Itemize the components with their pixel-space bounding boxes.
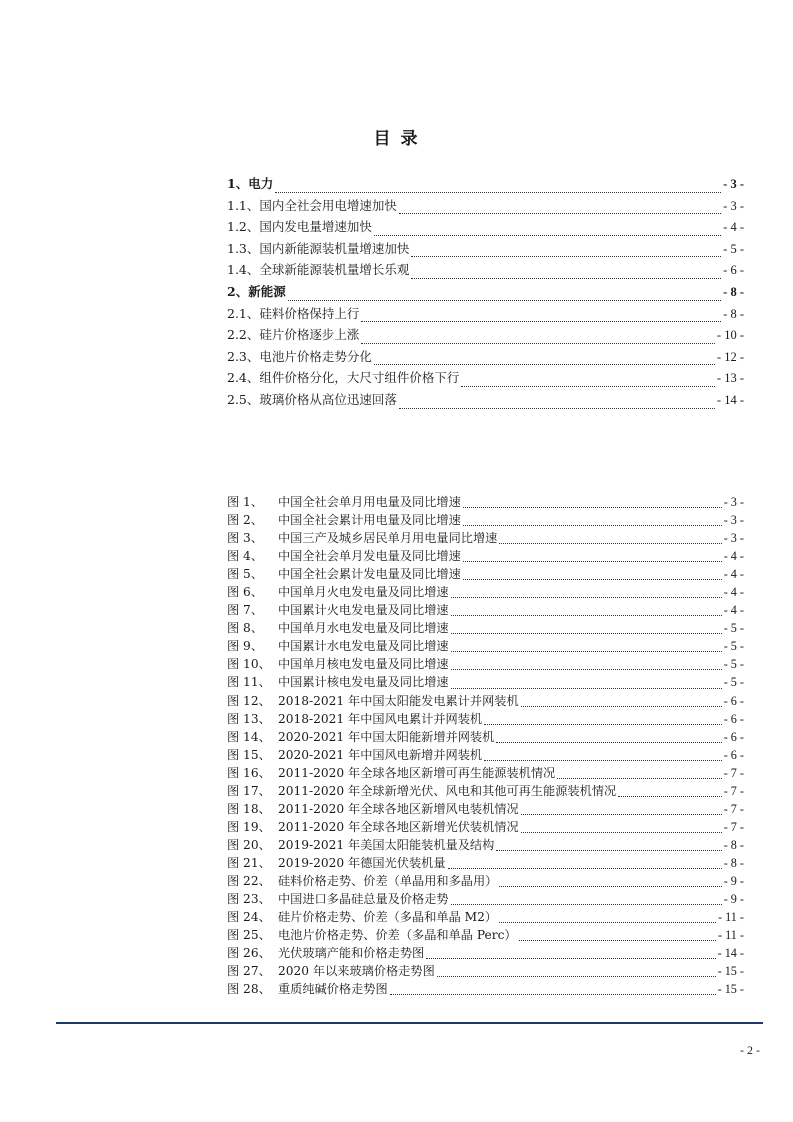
toc-entry[interactable] bbox=[227, 196, 744, 218]
section-toc bbox=[227, 174, 744, 412]
figure-entry-text bbox=[227, 655, 449, 672]
figure-caption: 2011-2020 年全球各地区新增光伏装机情况 bbox=[278, 819, 519, 834]
figure-caption: 中国三产及城乡居民单月用电量同比增速 bbox=[278, 531, 498, 546]
dot-leader bbox=[463, 552, 722, 562]
figure-entry-text bbox=[227, 818, 519, 835]
figure-entry-page: - 6 - bbox=[723, 747, 744, 762]
figure-entry[interactable] bbox=[227, 854, 744, 872]
dot-leader bbox=[411, 247, 721, 257]
toc-entry[interactable] bbox=[227, 304, 744, 326]
figure-number: 图 2、 bbox=[227, 513, 264, 528]
figure-number: 图 21、 bbox=[227, 855, 271, 870]
dot-leader bbox=[437, 967, 716, 977]
dot-leader bbox=[451, 588, 722, 598]
dot-leader bbox=[448, 859, 722, 869]
dot-leader bbox=[463, 516, 722, 526]
figure-entry-page: - 6 - bbox=[723, 693, 744, 708]
dot-leader bbox=[496, 733, 721, 743]
dot-leader bbox=[484, 715, 722, 725]
figure-entry-text bbox=[227, 836, 494, 853]
toc-entry[interactable] bbox=[227, 260, 744, 282]
figure-entry[interactable] bbox=[227, 800, 744, 818]
toc-entry-label: 2.2、硅片价格逐步上涨 bbox=[227, 327, 360, 343]
figure-caption: 中国全社会累计用电量及同比增速 bbox=[278, 513, 461, 528]
figure-entry-page: - 5 - bbox=[723, 639, 744, 654]
figure-caption: 中国全社会单月发电量及同比增速 bbox=[278, 549, 461, 564]
figure-caption: 中国进口多晶硅总量及价格走势 bbox=[278, 892, 449, 907]
dot-leader bbox=[411, 269, 721, 279]
figure-number: 图 17、 bbox=[227, 783, 271, 798]
figure-entry-text bbox=[227, 692, 519, 709]
figure-entry[interactable] bbox=[227, 619, 744, 637]
toc-entry-label: 1、电力 bbox=[227, 176, 274, 191]
figure-entry-page: - 6 - bbox=[723, 711, 744, 726]
toc-entry[interactable] bbox=[227, 174, 744, 196]
figure-entry-page: - 7 - bbox=[723, 783, 744, 798]
figure-entry[interactable] bbox=[227, 980, 744, 998]
figure-entry-text bbox=[227, 493, 461, 510]
dot-leader bbox=[521, 805, 722, 815]
figure-number: 图 15、 bbox=[227, 747, 271, 762]
toc-entry-page: - 8 - bbox=[723, 306, 744, 321]
figure-entry-page: - 3 - bbox=[723, 513, 744, 528]
dot-leader bbox=[521, 823, 722, 833]
figure-caption: 中国单月核电发电量及同比增速 bbox=[278, 657, 449, 672]
footer-divider bbox=[56, 1022, 763, 1024]
figure-entry[interactable] bbox=[227, 529, 744, 547]
toc-entry[interactable] bbox=[227, 325, 744, 347]
figure-entry[interactable] bbox=[227, 944, 744, 962]
figure-entry-page: - 4 - bbox=[723, 585, 744, 600]
figure-caption: 中国全社会单月用电量及同比增速 bbox=[278, 495, 461, 509]
figure-caption: 中国累计水电发电量及同比增速 bbox=[278, 639, 449, 654]
figure-entry[interactable] bbox=[227, 764, 744, 782]
dot-leader bbox=[399, 204, 721, 214]
figure-number: 图 6、 bbox=[227, 585, 264, 600]
figure-entry-page: - 11 - bbox=[718, 910, 744, 925]
toc-entry[interactable] bbox=[227, 390, 744, 412]
toc-entry-label: 2、新能源 bbox=[227, 283, 286, 299]
dot-leader bbox=[499, 534, 721, 544]
toc-entry-label: 2.3、电池片价格走势分化 bbox=[227, 348, 372, 364]
figure-entry-page: - 5 - bbox=[723, 675, 744, 690]
figure-caption: 2018-2021 年中国太阳能发电累计并网装机 bbox=[278, 693, 519, 708]
figure-entry-page: - 4 - bbox=[723, 603, 744, 618]
figure-entry-text bbox=[227, 926, 517, 943]
figure-entry-page: - 8 - bbox=[723, 837, 744, 852]
figure-entry-text bbox=[227, 908, 497, 925]
figure-number: 图 28、 bbox=[227, 982, 271, 997]
dot-leader bbox=[499, 877, 721, 887]
figure-entry-page: - 9 - bbox=[723, 873, 744, 888]
toc-entry-page: - 4 - bbox=[723, 220, 744, 235]
dot-leader bbox=[484, 751, 722, 761]
figure-entry-text bbox=[227, 565, 461, 582]
figure-entry-text bbox=[227, 601, 449, 618]
figure-entry[interactable] bbox=[227, 673, 744, 691]
figure-entry-text bbox=[227, 800, 519, 817]
figure-entry-text bbox=[227, 944, 424, 961]
dot-leader bbox=[451, 895, 722, 905]
figure-number: 图 5、 bbox=[227, 567, 264, 582]
dot-leader bbox=[557, 769, 721, 779]
figure-number: 图 23、 bbox=[227, 892, 271, 907]
figure-number: 图 8、 bbox=[227, 621, 264, 636]
figure-number: 图 26、 bbox=[227, 946, 271, 961]
figure-entry-page: - 5 - bbox=[723, 657, 744, 672]
figure-number: 图 25、 bbox=[227, 928, 271, 943]
figure-number: 图 3、 bbox=[227, 531, 264, 546]
figure-entry-text bbox=[227, 511, 461, 528]
figure-entry-text bbox=[227, 890, 449, 907]
figure-entry-page: - 7 - bbox=[723, 801, 744, 816]
figure-toc bbox=[227, 493, 744, 998]
figure-entry-page: - 14 - bbox=[717, 946, 744, 961]
dot-leader bbox=[451, 679, 722, 689]
figure-number: 图 24、 bbox=[227, 910, 271, 925]
figure-entry-page: - 7 - bbox=[723, 819, 744, 834]
figure-entry-text bbox=[227, 529, 497, 546]
dot-leader bbox=[618, 787, 722, 797]
figure-caption: 2019-2021 年美国太阳能装机量及结构 bbox=[278, 837, 495, 852]
figure-caption: 中国累计火电发电量及同比增速 bbox=[278, 603, 449, 618]
toc-entry-page: - 12 - bbox=[716, 349, 744, 364]
figure-number: 图 7、 bbox=[227, 603, 264, 618]
dot-leader bbox=[361, 334, 715, 344]
figure-entry[interactable] bbox=[227, 872, 744, 890]
figure-entry[interactable] bbox=[227, 692, 744, 710]
figure-entry-page: - 5 - bbox=[723, 621, 744, 636]
dot-leader bbox=[426, 949, 715, 959]
page-number: - 2 - bbox=[740, 1043, 760, 1057]
dot-leader bbox=[390, 985, 716, 995]
figure-entry[interactable] bbox=[227, 818, 744, 836]
figure-entry-text bbox=[227, 728, 494, 745]
figure-entry[interactable] bbox=[227, 710, 744, 728]
dot-leader bbox=[451, 606, 722, 616]
figure-entry-text bbox=[227, 637, 449, 654]
figure-entry[interactable] bbox=[227, 908, 744, 926]
figure-entry-page: - 3 - bbox=[723, 531, 744, 546]
figure-entry-text bbox=[227, 980, 388, 997]
dot-leader bbox=[374, 226, 721, 236]
toc-entry-label: 1.3、国内新能源装机量增速加快 bbox=[227, 240, 410, 256]
toc-entry-page: - 14 - bbox=[716, 392, 744, 407]
figure-entry-text bbox=[227, 764, 555, 781]
figure-entry-page: - 15 - bbox=[717, 982, 744, 997]
figure-number: 图 14、 bbox=[227, 729, 271, 744]
figure-caption: 硅片价格走势、价差（多晶和单晶 M2） bbox=[278, 910, 498, 925]
figure-number: 图 9、 bbox=[227, 639, 264, 654]
figure-entry-page: - 7 - bbox=[723, 765, 744, 780]
toc-entry-label: 2.5、玻璃价格从高位迅速回落 bbox=[227, 391, 397, 407]
figure-entry[interactable] bbox=[227, 836, 744, 854]
figure-entry[interactable] bbox=[227, 655, 744, 673]
toc-entry[interactable] bbox=[227, 217, 744, 239]
figure-entry[interactable] bbox=[227, 962, 744, 980]
figure-entry-page: - 15 - bbox=[717, 964, 744, 979]
figure-caption: 2020 年以来玻璃价格走势图 bbox=[278, 964, 435, 979]
figure-caption: 光伏玻璃产能和价格走势图 bbox=[278, 946, 425, 961]
figure-entry[interactable] bbox=[227, 637, 744, 655]
dot-leader bbox=[463, 570, 722, 580]
figure-entry-text bbox=[227, 583, 449, 600]
dot-leader bbox=[275, 183, 721, 193]
figure-caption: 中国全社会累计发电量及同比增速 bbox=[278, 567, 461, 582]
figure-entry-page: - 4 - bbox=[723, 549, 744, 564]
toc-entry-label: 1.2、国内发电量增速加快 bbox=[227, 219, 372, 235]
figure-number: 图 12、 bbox=[227, 693, 271, 708]
figure-number: 图 18、 bbox=[227, 801, 271, 816]
figure-caption: 2019-2020 年德国光伏装机量 bbox=[278, 855, 446, 870]
figure-number: 图 1、 bbox=[227, 495, 264, 509]
dot-leader bbox=[463, 498, 722, 508]
figure-entry[interactable] bbox=[227, 583, 744, 601]
figure-entry-page: - 8 - bbox=[723, 855, 744, 870]
figure-entry-text bbox=[227, 710, 482, 727]
figure-entry-text bbox=[227, 547, 461, 564]
dot-leader bbox=[499, 913, 716, 923]
figure-caption: 中国累计核电发电量及同比增速 bbox=[278, 675, 449, 690]
figure-number: 图 22、 bbox=[227, 873, 271, 888]
dot-leader bbox=[451, 660, 722, 670]
dot-leader bbox=[399, 399, 715, 409]
dot-leader bbox=[496, 841, 721, 851]
figure-entry-text bbox=[227, 872, 497, 889]
toc-entry-label: 2.4、组件价格分化，大尺寸组件价格下行 bbox=[227, 370, 460, 386]
toc-entry-page: - 5 - bbox=[723, 241, 744, 256]
figure-number: 图 11、 bbox=[227, 675, 271, 690]
figure-entry[interactable] bbox=[227, 511, 744, 529]
figure-number: 图 19、 bbox=[227, 819, 271, 834]
toc-entry-page: - 10 - bbox=[716, 328, 744, 343]
figure-entry-text bbox=[227, 619, 449, 636]
figure-number: 图 13、 bbox=[227, 711, 271, 726]
figure-caption: 电池片价格走势、价差（多晶和单晶 Perc） bbox=[278, 928, 517, 943]
figure-entry-page: - 4 - bbox=[723, 567, 744, 582]
dot-leader bbox=[521, 697, 722, 707]
figure-entry-text bbox=[227, 962, 435, 979]
figure-caption: 2011-2020 年全球各地区新增风电装机情况 bbox=[278, 801, 519, 816]
figure-caption: 中国单月火电发电量及同比增速 bbox=[278, 585, 449, 600]
figure-number: 图 10、 bbox=[227, 657, 271, 672]
figure-entry-page: - 11 - bbox=[718, 928, 744, 943]
toc-entry-label: 1.4、全球新能源装机量增长乐观 bbox=[227, 262, 410, 278]
figure-caption: 2020-2021 年中国太阳能新增并网装机 bbox=[278, 729, 495, 744]
figure-entry-page: - 3 - bbox=[723, 495, 744, 509]
figure-entry-text bbox=[227, 854, 446, 871]
figure-number: 图 20、 bbox=[227, 837, 271, 852]
figure-entry[interactable] bbox=[227, 746, 744, 764]
toc-entry[interactable] bbox=[227, 239, 744, 261]
figure-entry[interactable] bbox=[227, 547, 744, 565]
toc-entry[interactable] bbox=[227, 282, 744, 304]
figure-caption: 重质纯碱价格走势图 bbox=[278, 982, 388, 997]
figure-entry[interactable] bbox=[227, 782, 744, 800]
figure-entry[interactable] bbox=[227, 890, 744, 908]
figure-entry-text bbox=[227, 746, 482, 763]
toc-entry[interactable] bbox=[227, 368, 744, 390]
toc-entry[interactable] bbox=[227, 347, 744, 369]
figure-entry-text bbox=[227, 782, 616, 799]
figure-entry-text bbox=[227, 673, 449, 690]
figure-caption: 硅料价格走势、价差（单晶用和多晶用） bbox=[278, 873, 498, 888]
toc-entry-page: - 3 - bbox=[723, 198, 744, 213]
figure-entry[interactable] bbox=[227, 493, 744, 511]
figure-entry[interactable] bbox=[227, 728, 744, 746]
toc-entry-label: 2.1、硅料价格保持上行 bbox=[227, 305, 360, 321]
figure-caption: 2020-2021 年中国风电新增并网装机 bbox=[278, 747, 483, 762]
figure-entry[interactable] bbox=[227, 601, 744, 619]
figure-number: 图 16、 bbox=[227, 765, 271, 780]
figure-caption: 2011-2020 年全球新增光伏、风电和其他可再生能源装机情况 bbox=[278, 783, 617, 798]
dot-leader bbox=[361, 312, 721, 322]
figure-number: 图 27、 bbox=[227, 964, 271, 979]
toc-entry-page: - 8 - bbox=[723, 284, 744, 299]
toc-entry-label: 1.1、国内全社会用电增速加快 bbox=[227, 197, 397, 213]
figure-entry-page: - 9 - bbox=[723, 892, 744, 907]
figure-number: 图 4、 bbox=[227, 549, 264, 564]
dot-leader bbox=[461, 377, 715, 387]
figure-caption: 中国单月水电发电量及同比增速 bbox=[278, 621, 449, 636]
figure-entry[interactable] bbox=[227, 565, 744, 583]
dot-leader bbox=[374, 355, 715, 365]
figure-entry-page: - 6 - bbox=[723, 729, 744, 744]
toc-title: 目 录 bbox=[373, 129, 420, 149]
dot-leader bbox=[288, 291, 721, 301]
dot-leader bbox=[451, 624, 722, 634]
toc-entry-page: - 3 - bbox=[723, 177, 744, 191]
dot-leader bbox=[519, 931, 716, 941]
toc-entry-page: - 13 - bbox=[716, 371, 744, 386]
figure-entry[interactable] bbox=[227, 926, 744, 944]
dot-leader bbox=[451, 642, 722, 652]
figure-caption: 2018-2021 年中国风电累计并网装机 bbox=[278, 711, 483, 726]
figure-caption: 2011-2020 年全球各地区新增可再生能源装机情况 bbox=[278, 765, 556, 780]
toc-entry-page: - 6 - bbox=[723, 263, 744, 278]
